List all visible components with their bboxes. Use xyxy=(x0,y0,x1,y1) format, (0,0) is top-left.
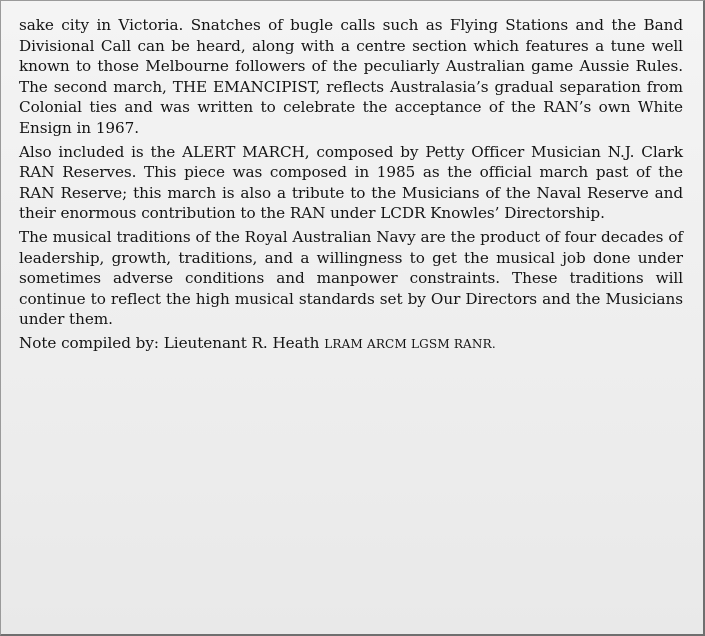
paragraph-musical-traditions: The musical traditions of the Royal Australian Navy are the product of four decades of leadership, growth, traditions, and a willingness to get the musical job done under sometimes adverse conditions and manpower constraints. These traditions will continue to reflect the high musical standards set by Our Directors and the Musicians under them. xyxy=(19,227,683,329)
liner-notes-text xyxy=(19,15,683,355)
credit-name: Lieutenant R. Heath xyxy=(163,333,320,352)
credit-label: Note compiled by: xyxy=(19,333,159,352)
credit-line xyxy=(19,333,683,355)
paragraph-alert-march: Also included is the ALERT MARCH, composed by Petty Officer Musician N.J. Clark RAN Reserves. This piece was composed in 1985 as the official march past of the RAN Reserve; this march is also a tribute to the Musicians of the Naval Reserve and their enormous contribution to the RAN under LCDR Knowles’ Directorship. xyxy=(19,142,683,223)
credit-qualifications: LRAM ARCM LGSM RANR. xyxy=(324,336,496,351)
paragraph-emancipist: sake city in Victoria. Snatches of bugle calls such as Flying Stations and the Band Divisional Call can be heard, along with a centre section which features a tune well known to those Melbourne followers of the peculiarly Australian game Aussie Rules. The second march, THE EMANCIPIST, reflects Australasia’s gradual separation from Colonial ties and was written to celebrate the acceptance of the RAN’s own White Ensign in 1967. xyxy=(19,16,683,137)
